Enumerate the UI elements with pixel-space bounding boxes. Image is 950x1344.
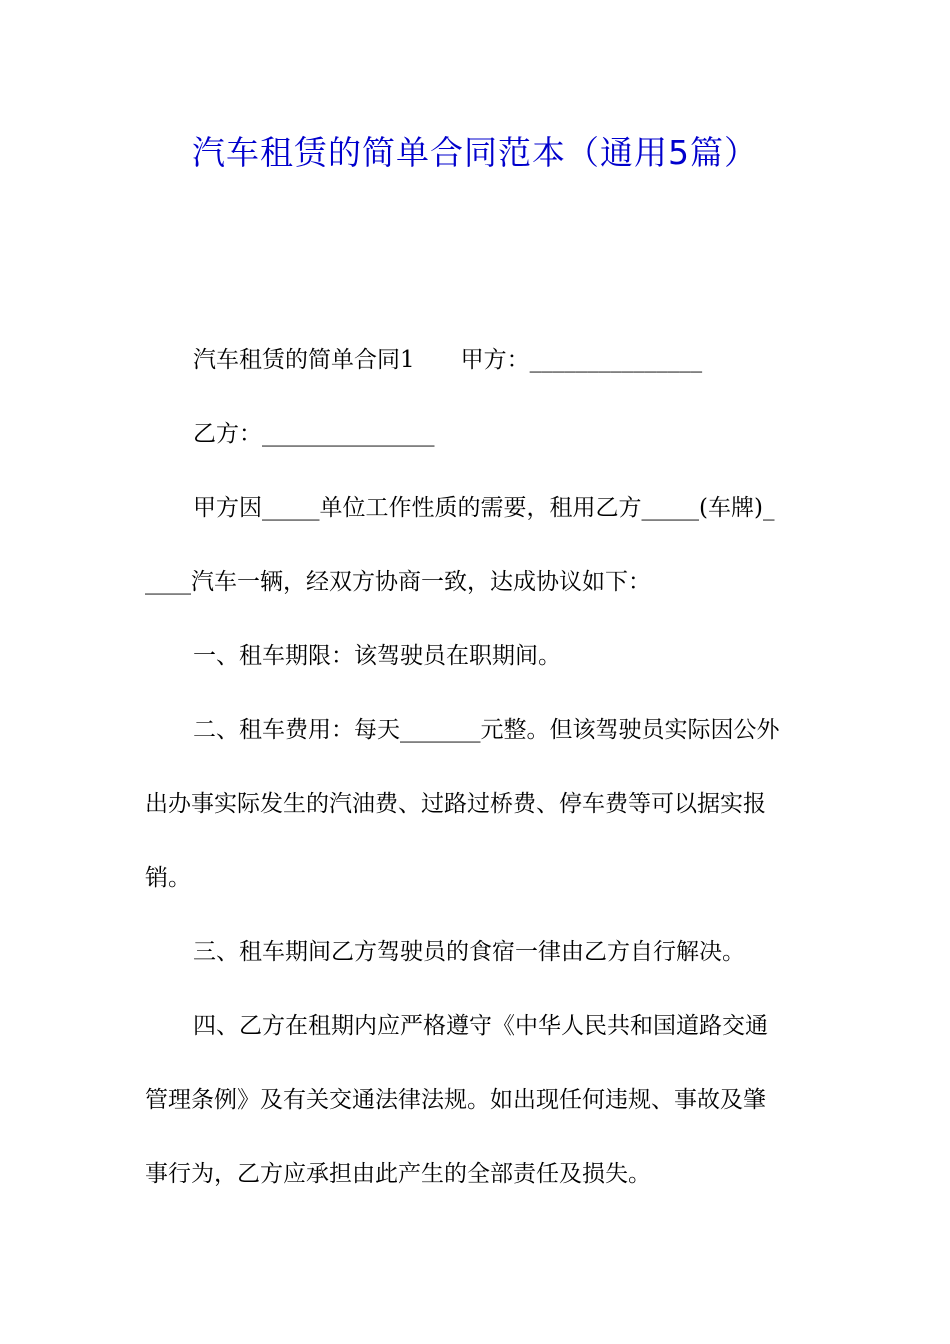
paragraph-line: 出办事实际发生的汽油费、过路过桥费、停车费等可以据实报 [145, 791, 766, 817]
paragraph-line: 汽车租赁的简单合同1 甲方：_______________ [193, 347, 703, 373]
paragraph-line: 四、乙方在租期内应严格遵守《中华人民共和国道路交通 [193, 1013, 768, 1039]
paragraph-line: 乙方：_______________ [193, 421, 435, 447]
document-body [145, 323, 810, 1211]
paragraph-line: 一、租车期限：该驾驶员在职期间。 [193, 643, 561, 669]
document-title: 汽车租赁的简单合同范本（通用5篇） [192, 133, 758, 172]
paragraph-line: 事行为，乙方应承担由此产生的全部责任及损失。 [145, 1161, 651, 1187]
paragraph-line: 管理条例》及有关交通法律法规。如出现任何违规、事故及肇 [145, 1087, 766, 1113]
paragraph-line: 二、租车费用：每天_______元整。但该驾驶员实际因公外 [193, 717, 780, 743]
paragraph-line: 三、租车期间乙方驾驶员的食宿一律由乙方自行解决。 [193, 939, 745, 965]
paragraph-line: 销。 [145, 865, 191, 891]
paragraph-line: 甲方因_____单位工作性质的需要，租用乙方_____(车牌)_ [193, 495, 775, 521]
paragraph-line: ____汽车一辆，经双方协商一致，达成协议如下： [145, 569, 651, 595]
